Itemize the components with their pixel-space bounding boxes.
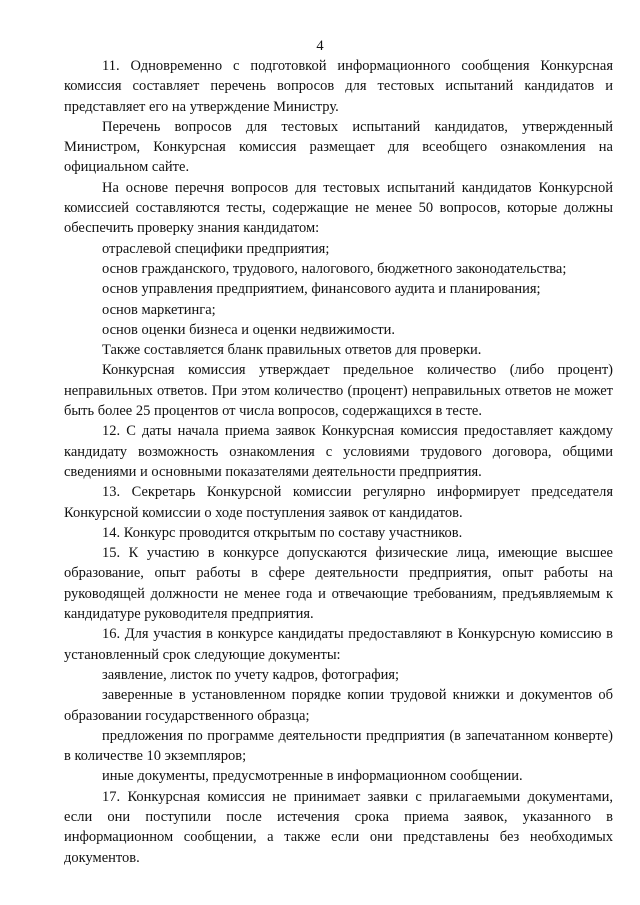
paragraph: 12. С даты начала приема заявок Конкурсная комиссия предоставляет каждому кандидату возможность ознакомления с условиями трудового договора, общими сведениями и основными показателями деятельности предприятия. xyxy=(64,423,613,480)
list-item: основ маркетинга; xyxy=(102,301,216,318)
paragraph: 15. К участию в конкурсе допускаются физические лица, имеющие высшее образование, опыт работы в сфере деятельности предприятия, опыт работы на руководящей должности не менее года и отвечающие требованиям, предъявляемым к кандидатуре руководителя предприятия. xyxy=(64,545,613,623)
page-number: 4 xyxy=(316,38,324,54)
list-item: основ оценки бизнеса и оценки недвижимости. xyxy=(102,321,395,338)
list-item: основ управления предприятием, финансового аудита и планирования; xyxy=(102,281,541,298)
document-body xyxy=(64,56,613,868)
paragraph: Также составляется бланк правильных ответов для проверки. xyxy=(102,342,482,359)
list-item: предложения по программе деятельности предприятия (в запечатанном конверте) в количестве 10 экземпляров; xyxy=(64,727,613,765)
list-item: иные документы, предусмотренные в информационном сообщении. xyxy=(102,768,523,785)
paragraph: Конкурсная комиссия утверждает предельное количество (либо процент) неправильных ответов. При этом количество (процент) неправильных ответов не может быть более 25 процентов от числа вопросов, содержащихся в тесте. xyxy=(64,362,613,420)
paragraph: 14. Конкурс проводится открытым по составу участников. xyxy=(102,524,463,541)
list-item: заявление, листок по учету кадров, фотография; xyxy=(102,666,400,683)
paragraph: На основе перечня вопросов для тестовых испытаний кандидатов Конкурсной комиссией составляются тесты, содержащие не менее 50 вопросов, которые должны обеспечить проверку знания кандидатом: xyxy=(64,179,613,237)
list-item: основ гражданского, трудового, налогового, бюджетного законодательства; xyxy=(102,260,567,277)
list-item: заверенные в установленном порядке копии трудовой книжки и документов об образовании государственного образца; xyxy=(64,687,613,724)
paragraph: 11. Одновременно с подготовкой информационного сообщения Конкурсная комиссия составляет перечень вопросов для тестовых испытаний кандидатов и представляет его на утверждение Министру. xyxy=(64,58,613,115)
paragraph: 16. Для участия в конкурсе кандидаты предоставляют в Конкурсную комиссию в установленный срок следующие документы: xyxy=(64,626,613,663)
paragraph: 17. Конкурсная комиссия не принимает заявки с прилагаемыми документами, если они поступили после истечения срока приема заявок, указанного в информационном сообщении, а также если они представлены без необходимых документов. xyxy=(64,788,613,866)
paragraph: Перечень вопросов для тестовых испытаний кандидатов, утвержденный Министром, Конкурсная комиссия размещает для всеобщего ознакомления на официальном сайте. xyxy=(64,118,613,176)
list-item: отраслевой специфики предприятия; xyxy=(102,240,330,257)
paragraph: 13. Секретарь Конкурсной комиссии регулярно информирует председателя Конкурсной комиссии о ходе поступления заявок от кандидатов. xyxy=(64,484,613,521)
